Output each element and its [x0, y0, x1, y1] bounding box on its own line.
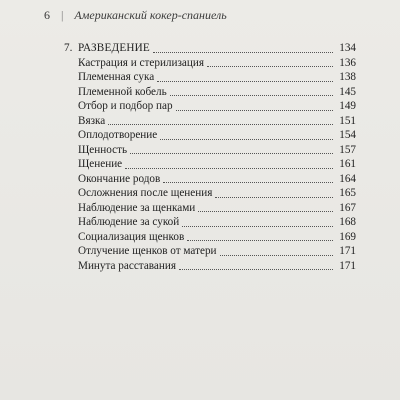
toc-row — [64, 230, 356, 245]
toc-entry-title: Щенение — [78, 158, 123, 170]
dot-leader — [207, 65, 333, 67]
toc-entry-page: 168 — [339, 216, 356, 228]
toc-entry-page: 154 — [339, 129, 356, 141]
toc-entry-title: Кастрация и стерилизация — [78, 56, 205, 69]
toc-row — [64, 157, 356, 172]
toc-row — [64, 128, 356, 143]
dot-leader — [182, 225, 333, 227]
toc-entry-title: Наблюдение за щенками — [78, 201, 196, 214]
toc-entry-page: 164 — [339, 172, 356, 185]
toc-row — [64, 215, 356, 230]
toc-row — [64, 114, 356, 129]
toc-entry-title: Осложнения после щенения — [78, 187, 213, 199]
toc-entry-page: 145 — [339, 85, 356, 98]
toc-entry-page: 171 — [339, 245, 356, 257]
dot-leader — [163, 181, 333, 183]
toc-row — [64, 201, 356, 216]
toc-entry-title: Окончание родов — [78, 172, 161, 185]
toc-entry-title: Отбор и подбор пар — [78, 100, 173, 112]
toc-entry-title: Вязка — [78, 114, 106, 127]
header-separator: | — [61, 8, 64, 22]
toc-row — [64, 186, 356, 201]
toc-entry-page: 161 — [339, 158, 356, 170]
toc-entry-page: 151 — [339, 114, 356, 127]
toc-entry-page: 169 — [339, 230, 356, 243]
toc-entry-title: Оплодотворение — [78, 129, 158, 141]
book-title: Американский кокер-спаниель — [74, 8, 227, 22]
dot-leader — [160, 138, 333, 140]
toc-entry-title: Племенной кобель — [78, 85, 167, 98]
toc-row — [64, 244, 356, 259]
dot-leader — [108, 123, 333, 125]
toc-row — [64, 85, 356, 100]
toc-entry-page: 157 — [339, 143, 356, 156]
toc-items — [64, 56, 356, 274]
dot-leader — [187, 239, 333, 241]
dot-leader — [220, 254, 333, 256]
table-of-contents — [64, 41, 356, 273]
dot-leader — [130, 152, 333, 154]
dot-leader — [157, 80, 333, 82]
chapter-page: 134 — [339, 42, 356, 54]
toc-row — [64, 143, 356, 158]
toc-row — [64, 56, 356, 71]
dot-leader — [153, 51, 333, 53]
running-header — [44, 8, 227, 24]
dot-leader — [125, 167, 333, 169]
toc-row — [64, 99, 356, 114]
chapter-title: РАЗВЕДЕНИЕ — [78, 42, 150, 54]
toc-entry-page: 149 — [339, 100, 356, 112]
dot-leader — [170, 94, 333, 96]
toc-entry-title: Племенная сука — [78, 71, 155, 83]
toc-entry-page: 165 — [339, 187, 356, 199]
toc-row — [64, 259, 356, 274]
toc-entry-title: Социализация щенков — [78, 230, 185, 243]
toc-entry-title: Щенность — [78, 143, 128, 156]
toc-row — [64, 172, 356, 187]
toc-entry-title: Минута расставания — [78, 259, 177, 272]
page-number: 6 — [44, 8, 50, 22]
dot-leader — [179, 268, 333, 270]
dot-leader — [176, 109, 333, 111]
dot-leader — [198, 210, 333, 212]
toc-entry-page: 171 — [339, 259, 356, 272]
toc-entry-page: 138 — [339, 71, 356, 83]
toc-entry-title: Отлучение щенков от матери — [78, 245, 217, 257]
toc-entry-title: Наблюдение за сукой — [78, 216, 180, 228]
toc-entry-page: 136 — [339, 56, 356, 69]
toc-chapter-row — [64, 41, 356, 56]
toc-entry-page: 167 — [339, 201, 356, 214]
toc-row — [64, 70, 356, 85]
chapter-number: 7. — [64, 42, 73, 54]
dot-leader — [215, 196, 333, 198]
